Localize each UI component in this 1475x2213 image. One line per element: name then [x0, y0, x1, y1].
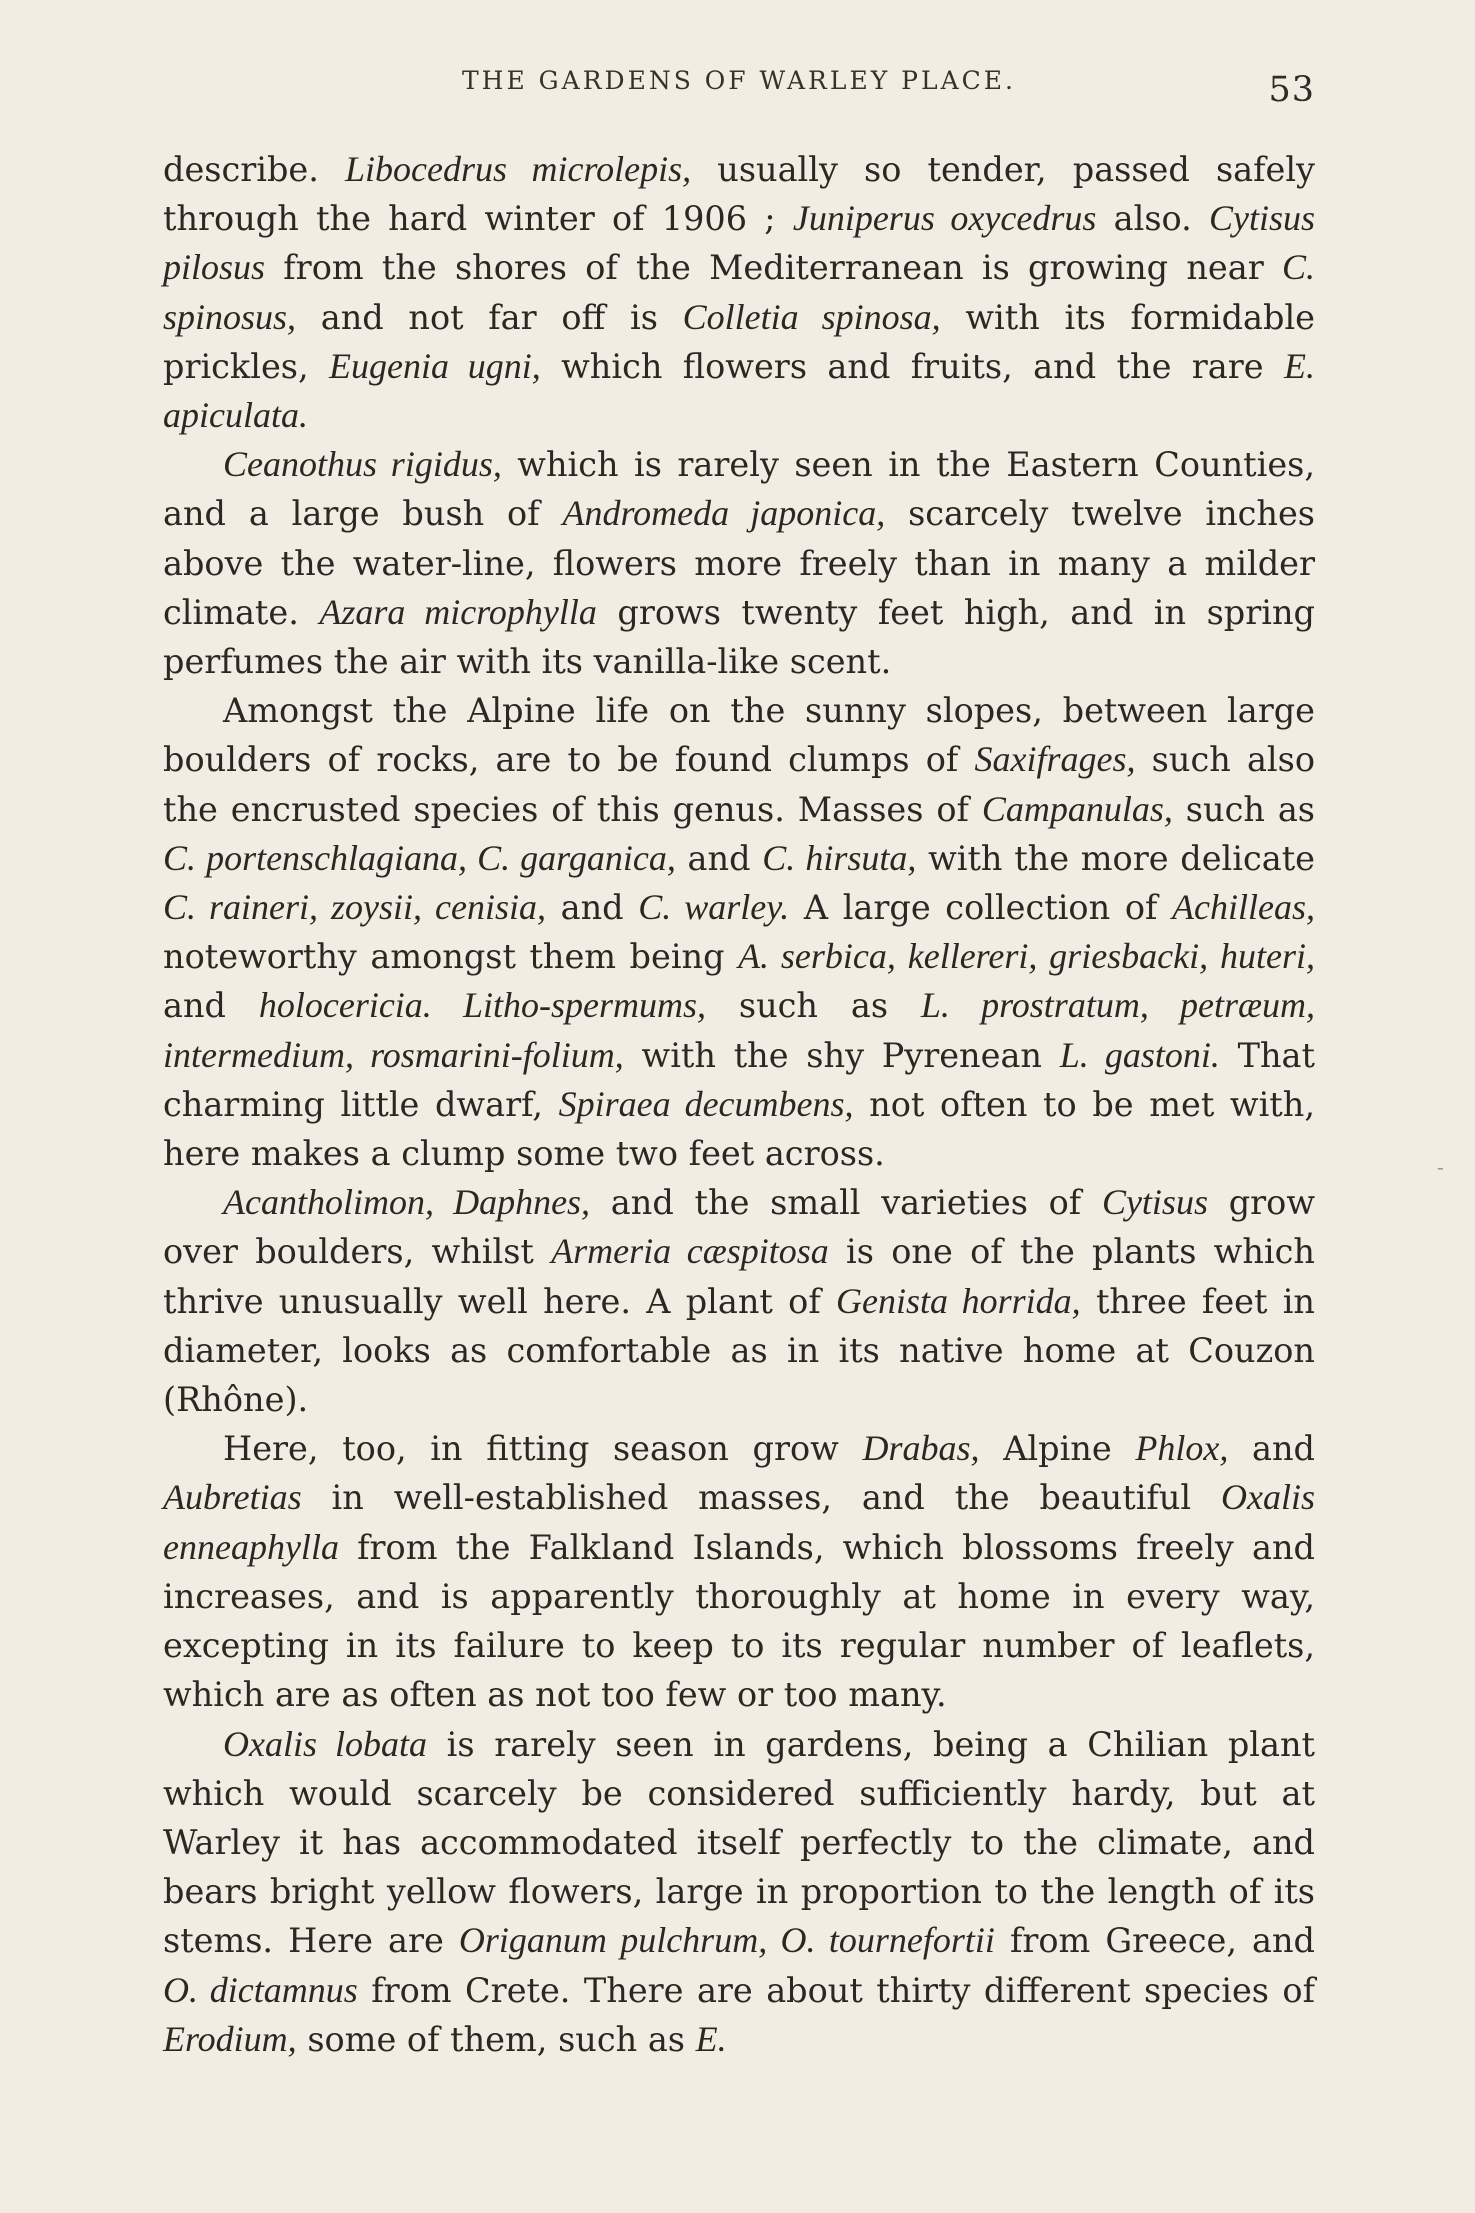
text-run: and — [1228, 1429, 1316, 1469]
body-text — [163, 145, 1315, 2064]
text-run: from the Falkland Islands, which blossoms freely and increases, and is apparently thoroughly at home in every way, excepting in its failure to keep to its regular number of leaflets, which are as often as not too few or too many. — [163, 1527, 1315, 1715]
italic-run: Juniperus oxycedrus — [792, 198, 1097, 239]
text-run: also. — [1096, 199, 1209, 239]
italic-run: Oxalis enneaphylla — [163, 1477, 1315, 1567]
italic-run: Genista horrida, — [836, 1280, 1081, 1321]
text-run: A large collection of — [789, 888, 1173, 928]
italic-run: C. spinosus, — [163, 247, 1315, 337]
text-run: not often to be met with, here makes a clump some two feet across. — [163, 1084, 1315, 1174]
text-run: which flowers and fruits, and the rare — [540, 346, 1284, 386]
italic-run: C. warley. — [638, 887, 790, 928]
italic-run: Spiraea decumbens, — [558, 1083, 854, 1124]
margin-speck: - — [1437, 1155, 1444, 1179]
text-run: grows twenty feet high, and in spring perfumes the air with its vanilla-like scent. — [163, 592, 1315, 682]
italic-run: Phlox, — [1135, 1428, 1229, 1469]
text-run: describe. — [163, 150, 345, 189]
italic-run: Origanum pulchrum, O. tournefortii — [458, 1920, 995, 1961]
text-run: such as — [1172, 789, 1315, 829]
running-title: THE GARDENS OF WARLEY PLACE. — [462, 66, 1016, 95]
paragraph — [163, 440, 1315, 686]
italic-run: C. portenschlagiana, C. garganica, — [163, 837, 676, 878]
text-run: from the shores of the Mediterranean is growing near — [265, 248, 1282, 288]
italic-run: Ceanothus rigidus, — [223, 444, 502, 485]
text-run: Alpine — [979, 1429, 1136, 1469]
italic-run: Oxalis lobata — [223, 1723, 427, 1764]
italic-run: C. hirsuta, — [762, 837, 917, 878]
text-run: which is rarely seen in the Eastern Counties, and a large bush of — [163, 445, 1315, 534]
italic-run: Campanulas, — [981, 788, 1173, 829]
italic-run: Armeria cæspitosa — [551, 1231, 829, 1272]
text-run: and not far off is — [296, 297, 683, 337]
italic-run: L. gastoni. — [1059, 1034, 1220, 1075]
text-run: and — [545, 888, 639, 928]
italic-run: L. prostratum, petræum, intermedium, rosmarini-folium, — [163, 985, 1316, 1075]
italic-run: Colletia spinosa, — [682, 296, 941, 337]
text-run: scarcely twelve inches above the water-line, flowers more freely than in many a milder climate. — [163, 494, 1315, 632]
text-run: such also the encrusted species of this genus. Masses of — [163, 740, 1316, 829]
italic-run: O. dictamnus — [163, 1969, 358, 2010]
text-run: such as — [706, 986, 921, 1026]
text-run: with the more delicate — [916, 838, 1315, 878]
text-run: and the small varieties of — [590, 1183, 1102, 1223]
text-run: in well-established masses, and the beautiful — [301, 1478, 1221, 1518]
italic-run: Cytisus — [1101, 1182, 1208, 1223]
italic-run: C. raineri, zoysii, cenisia, — [163, 887, 546, 928]
text-run: and — [675, 838, 763, 878]
text-run: three feet in diameter, looks as comfortable as in its native home at Couzon (Rhône). — [163, 1281, 1316, 1420]
italic-run: holocericia. Litho-spermums, — [258, 985, 707, 1026]
text-run: is one of the plants which thrive unusually well here. A plant of — [163, 1232, 1315, 1321]
italic-run: Erodium, — [163, 2018, 297, 2059]
italic-run: E. — [695, 2018, 727, 2059]
text-run: with its formidable prickles, — [163, 297, 1315, 386]
text-run: from Greece, and — [994, 1921, 1315, 1961]
paragraph — [163, 1178, 1315, 1424]
text-run: and — [163, 986, 259, 1026]
italic-run: Azara microphylla — [319, 591, 597, 632]
italic-run: Achilleas, — [1172, 887, 1315, 928]
italic-run: Aubretias — [163, 1477, 302, 1518]
italic-run: Saxifrages, — [974, 739, 1136, 780]
italic-run: Acantholimon, Daphnes, — [223, 1182, 591, 1223]
paragraph — [163, 145, 1315, 440]
paragraph — [163, 1720, 1315, 2064]
italic-run: Drabas, — [862, 1428, 980, 1469]
text-run: usually so tender, passed safely through the hard winter of 1906 ; — [163, 150, 1315, 239]
italic-run: Cytisus pilosus — [163, 198, 1316, 288]
text-run: Here, too, in fitting season grow — [223, 1429, 863, 1469]
italic-run: A. serbica, kellereri, griesbacki, huteri, — [738, 936, 1315, 977]
text-run: That charming little dwarf, — [163, 1035, 1315, 1124]
italic-run: Andromeda japonica, — [562, 493, 886, 534]
paragraph — [163, 686, 1315, 1178]
text-run: grow over boulders, whilst — [163, 1183, 1315, 1272]
text-run: with the shy Pyrenean — [623, 1035, 1060, 1075]
italic-run: Libocedrus microlepis, — [345, 149, 692, 189]
text-run: some of them, such as — [296, 2019, 696, 2059]
page-number: 53 — [1268, 70, 1315, 110]
running-head — [163, 62, 1315, 122]
italic-run: E. apiculata. — [163, 345, 1315, 436]
italic-run: Eugenia ugni, — [329, 345, 541, 386]
text-run: from Crete. There are about thirty different species of — [357, 1970, 1315, 2010]
text-run: is rarely seen in gardens, being a Chilian plant which would scarcely be considered sufficiently hardy, but at Warley it has accommodated itself perfectly to the climate, and bears bright yellow flowers, large in proportion to the length of its stems. Here are — [163, 1724, 1316, 1961]
text-run: noteworthy amongst them being — [163, 937, 739, 977]
text-run: Amongst the Alpine life on the sunny slopes, between large boulders of rocks, are to be found clumps of — [163, 691, 1315, 780]
paragraph — [163, 1424, 1315, 1719]
